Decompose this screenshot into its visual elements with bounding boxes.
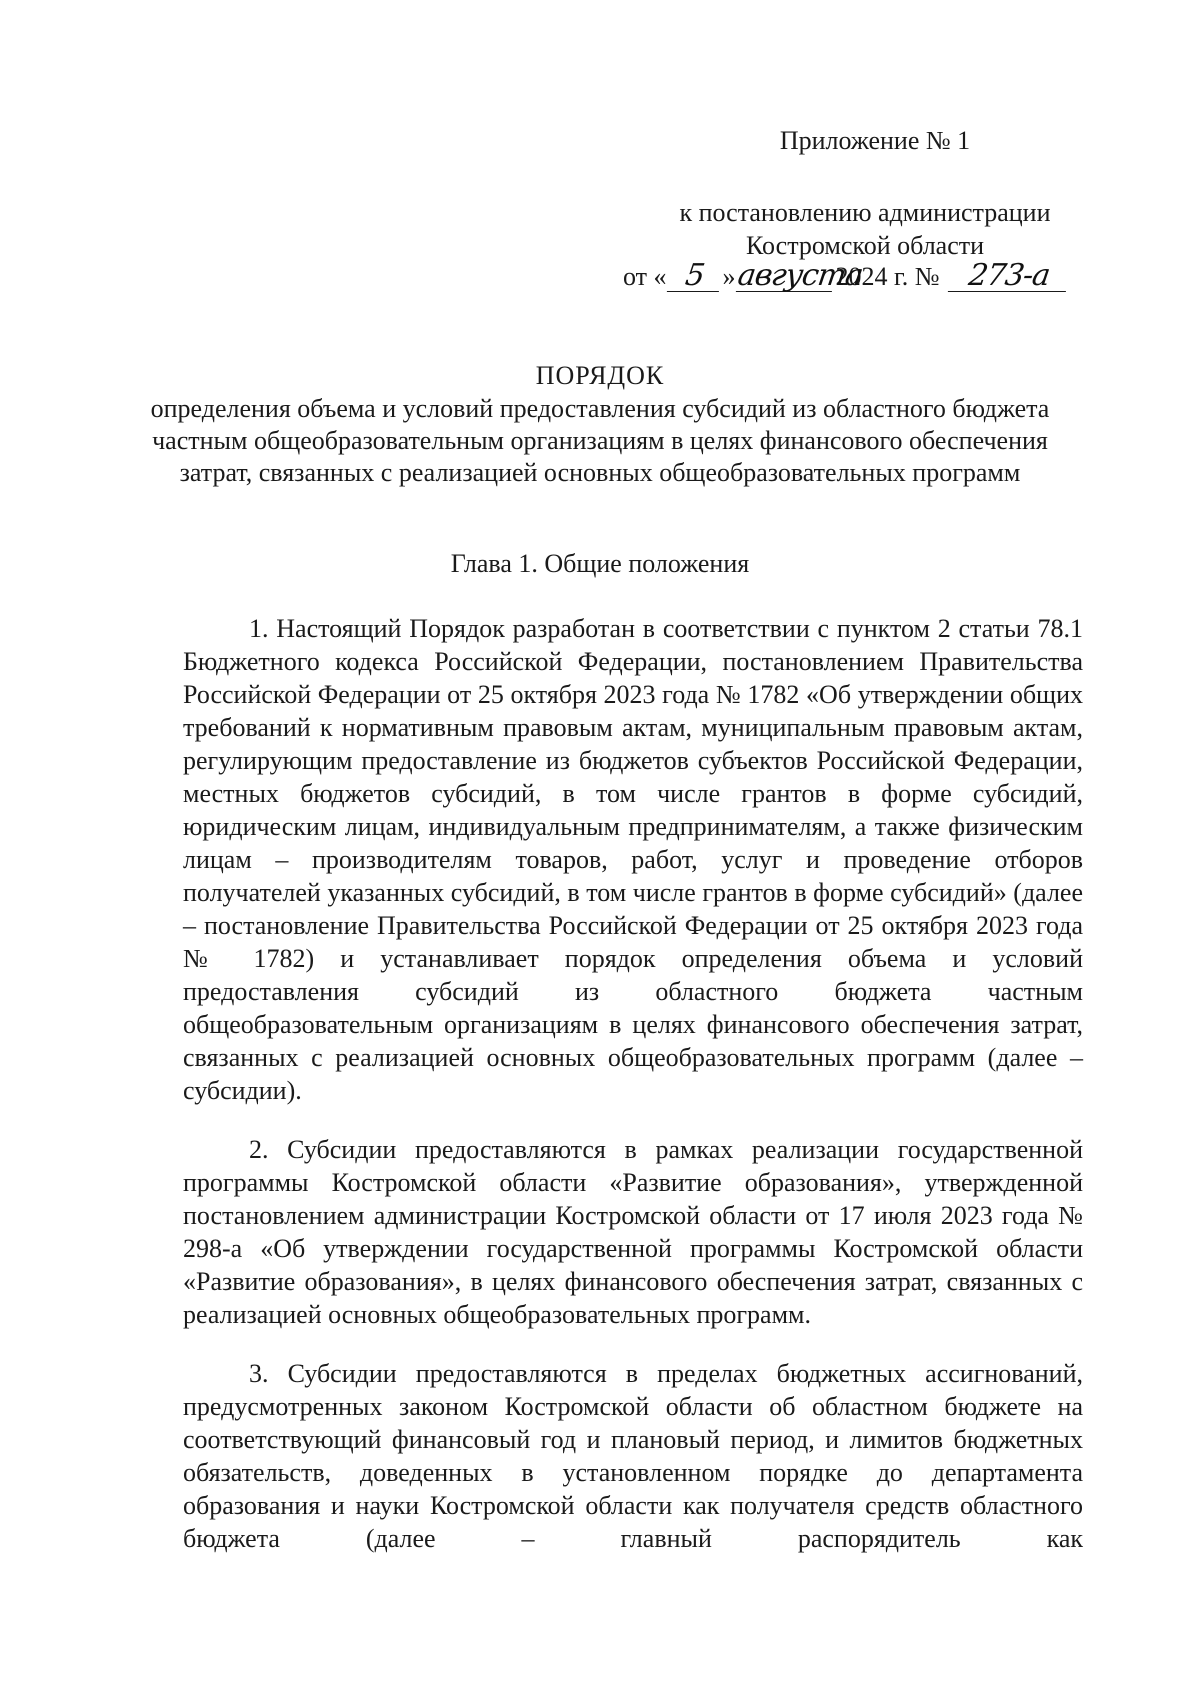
paragraph-2-text: 2. Субсидии предоставляются в рамках реализации государственной программы Костромской области «Развитие образования», утвержденной постановлением администрации Костромской области от 17 июля 2023 года № 298-а «Об утверждении государственной программы Костромской области «Развитие образования», в целях финансового обеспечения затрат, связанных с реализацией основных общеобразовательных программ. [183, 1135, 1083, 1329]
paragraph-1-text: 1. Настоящий Порядок разработан в соответствии с пунктом 2 статьи 78.1 Бюджетного кодекса Российской Федерации, постановлением Правительства Российской Федерации от 25 октября 2023 года № 1782 «Об утверждении общих требований к нормативным правовым актам, муниципальным правовым актам, регулирующим предоставление из бюджетов субъектов Российской Федерации, местных бюджетов субсидий, в том числе грантов в форме субсидий, юридическим лицам, индивидуальным предпринимателям, а также физическим лицам – производителям товаров, работ, услуг и проведение отборов получателей указанных субсидий, в том числе грантов в форме субсидий» (далее – постановление Правительства Российской Федерации от 25 октября 2023 года № 1782) и устанавливает порядок определения объема и условий предоставления субсидий из областного бюджета частным общеобразовательным организациям в целях финансового обеспечения затрат, связанных с реализацией основных общеобразовательных программ (далее – субсидии). [183, 614, 1083, 1105]
handwritten-month: августа [735, 258, 865, 293]
annex-label: Приложение № 1 [779, 126, 971, 155]
paragraph-3 [183, 1357, 1083, 1555]
paragraph-2 [183, 1133, 1083, 1331]
handwritten-day: 5 [666, 261, 722, 292]
handwritten-decree-number: 273-а [947, 261, 1069, 292]
decree-reference-line1: к постановлению администрации [679, 198, 1051, 227]
decree-date-line [623, 259, 1068, 295]
document-title: ПОРЯДОК [535, 361, 665, 390]
date-quote-close: » [722, 262, 736, 291]
decree-reference-line2: Костромской области [745, 231, 985, 260]
date-prefix: от « [623, 262, 667, 291]
date-year: 2024 г. № [835, 262, 940, 291]
chapter-heading: Глава 1. Общие положения [450, 549, 750, 578]
document-subtitle: определения объема и условий предоставления субсидий из областного бюджета частным общеобразовательным организациям в целях финансового обеспечения затрат, связанных с реализацией основных общеобразовательных программ [150, 394, 1050, 487]
paragraph-3-text: 3. Субсидии предоставляются в пределах бюджетных ассигнований, предусмотренных законом Костромской области об областном бюджете на соответствующий финансовый год и плановый период, и лимитов бюджетных обязательств, доведенных в установленном порядке до департамента образования и науки Костромской области как получателя средств областного бюджета (далее – главный распорядитель как [183, 1359, 1083, 1553]
paragraph-1 [183, 612, 1083, 1107]
